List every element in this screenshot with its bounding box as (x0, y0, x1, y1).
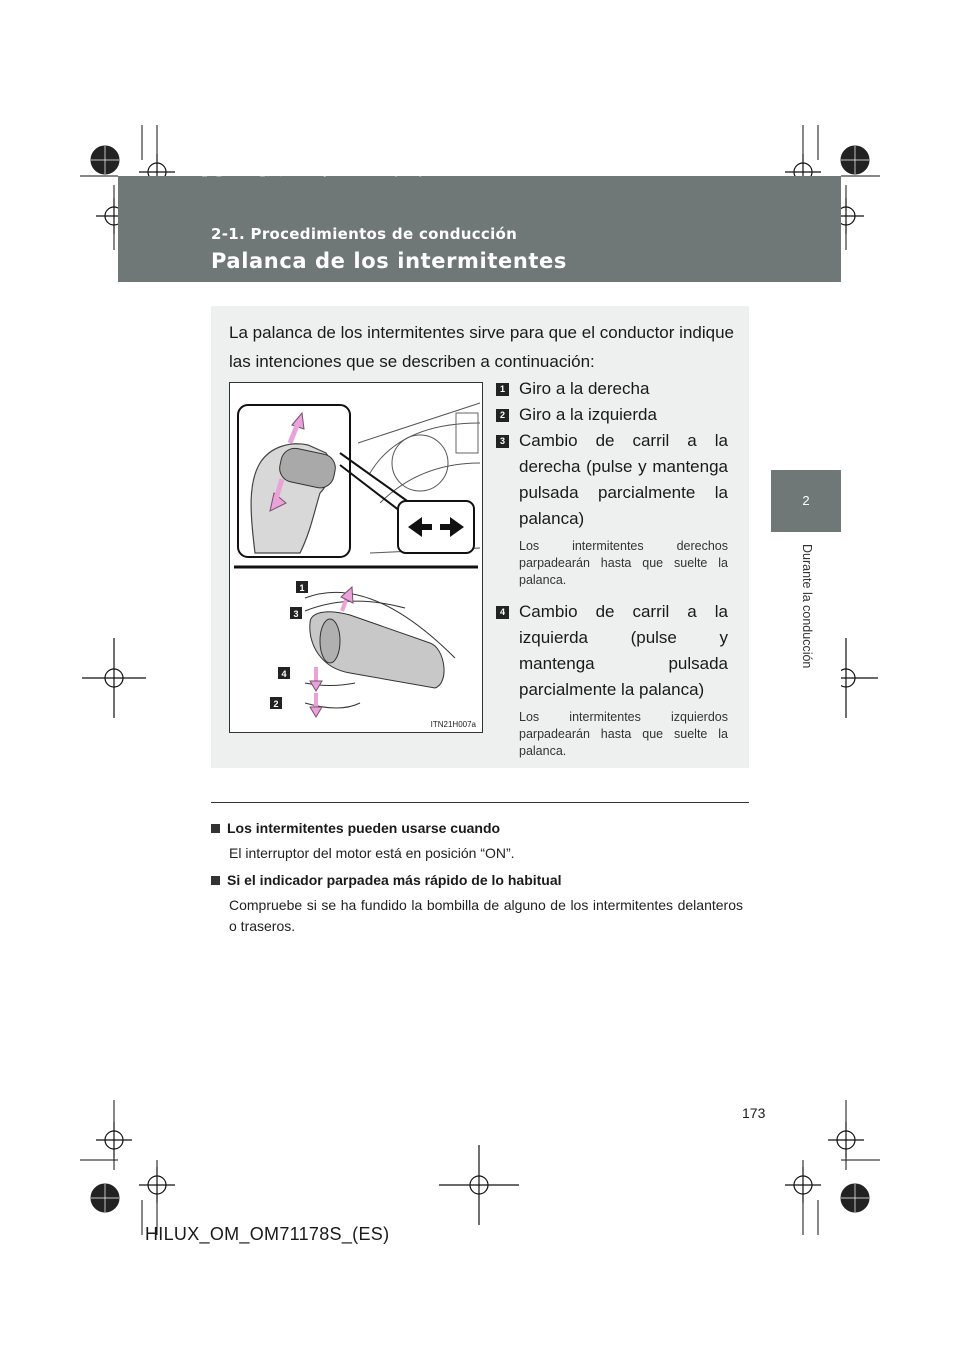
note-body: El interruptor del motor está en posición “ON”. (229, 845, 515, 861)
item-note: Los intermitentes derechos parpadearán hasta que suelte la palanca. (519, 539, 728, 587)
page-number: 173 (742, 1105, 766, 1121)
item-number-badge: 4 (496, 606, 509, 619)
position-arc-3 (305, 601, 405, 611)
note-heading (211, 870, 743, 891)
item-number-badge: 3 (496, 435, 509, 448)
callout-label-4: 4 (281, 669, 287, 679)
square-bullet-icon (211, 876, 220, 885)
intro-text: La palanca de los intermitentes sirve para que el conductor indique las intenciones que se describen a continuación: (229, 323, 734, 371)
turn-signal-lever-illustration (229, 382, 483, 733)
callout-label-1: 1 (299, 583, 305, 593)
list-item (496, 376, 728, 402)
item-text: Giro a la izquierda (519, 405, 657, 424)
list-item (496, 599, 728, 760)
item-number-badge: 2 (496, 409, 509, 422)
list-item (496, 402, 728, 428)
item-text: Giro a la derecha (519, 379, 650, 398)
figure-code: ITN21H007a (430, 720, 476, 729)
note-heading (211, 818, 743, 839)
list-item (496, 428, 728, 589)
item-note: Los intermitentes izquierdos parpadearán hasta que suelte la palanca. (519, 710, 728, 758)
item-text: Cambio de carril a la izquierda (pulse y mantenga pulsada parcialmente la palanca) (519, 602, 728, 699)
pink-arrow-2-icon (310, 707, 322, 717)
square-bullet-icon (211, 824, 220, 833)
steering-wheel-drawing (392, 435, 448, 491)
page-title: Palanca de los intermitentes (211, 249, 567, 273)
section-divider (211, 802, 749, 803)
lever-tip-drawing (320, 619, 340, 663)
callout-label-2: 2 (273, 699, 279, 709)
note-body: Compruebe si se ha fundido la bombilla de alguno de los intermitentes delanteros o traseros. (229, 897, 743, 934)
section-label: 2-1. Procedimientos de conducción (211, 225, 518, 243)
item-number-badge: 1 (496, 383, 509, 396)
notes-section (211, 818, 743, 943)
chapter-number: 2 (802, 493, 810, 508)
console-drawing (456, 413, 478, 453)
callout-label-3: 3 (293, 609, 299, 619)
illustration-drawing (230, 383, 482, 732)
pink-arrow-4-icon (310, 681, 322, 691)
document-code: HILUX_OM_OM71178S_(ES) (145, 1224, 390, 1244)
print-stamp: HILUX_OM_OM71178S_(ES).book Page 173 Wednesday, May 16, 2012 3:09 PM (178, 168, 506, 177)
note-heading-text: Los intermitentes pueden usarse cuando (227, 820, 501, 836)
chapter-label: Durante la conducción (800, 544, 814, 669)
signal-item-list (496, 376, 728, 760)
note-heading-text: Si el indicador parpadea más rápido de lo habitual (227, 872, 562, 888)
item-text: Cambio de carril a la derecha (pulse y mantenga pulsada parcialmente la palanca) (519, 431, 728, 528)
